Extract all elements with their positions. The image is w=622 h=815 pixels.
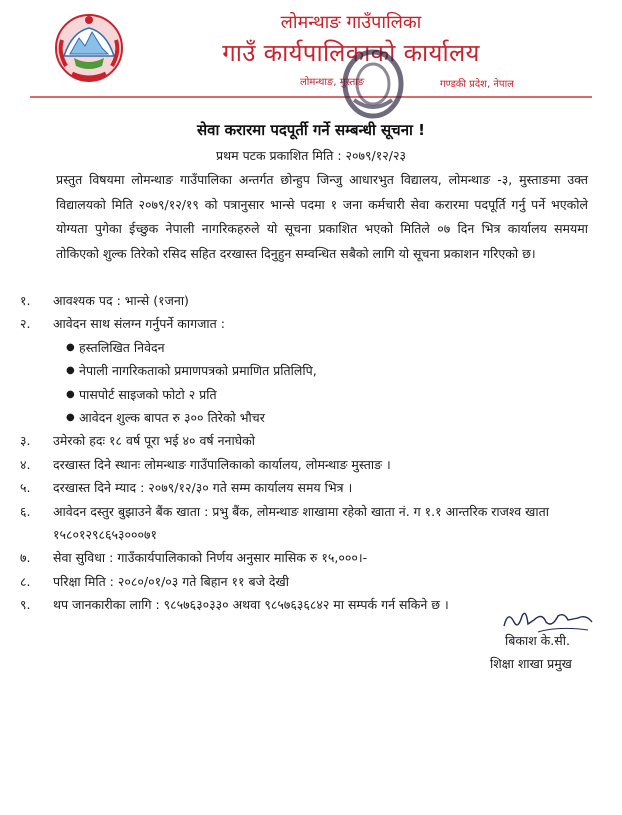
document-item bbox=[20, 359, 595, 382]
item-number: ५. bbox=[20, 480, 31, 496]
notice-body: प्रस्तुत विषयमा लोमन्थाङ गाउँपालिका अन्तर्गत छोन्हुप जिन्जु आधारभुत विद्यालय, लोमन्थाङ -३, मुस्ताङमा उक्त विद्यालयको मिति २०७९/१२/१९ को पत्रानुसार भान्से पदमा १ जना कर्मचारी सेवा करारमा पदपूर्ति गर्नु पर्ने भएकोले योग्यता पुगेका ईच्छुक नेपाली नागरिकहरुले यो सूचना प्रकाशित भएको मितिले ०७ दिन भित्र कार्यालय समयमा तोकिएको शुल्क तिरेको रसिद सहित दरखास्त दिनुहुन सम्वन्धित सबैको लागि यो सूचना प्रकाशन गरिएको छ। bbox=[56, 172, 588, 261]
list-item bbox=[20, 476, 595, 499]
letterhead-divider bbox=[30, 96, 592, 98]
item-number: ८. bbox=[20, 573, 31, 589]
document-text: आवेदन शुल्क बापत रु ३०० तिरेको भौचर bbox=[79, 409, 265, 425]
item-number: २. bbox=[20, 316, 31, 332]
item-text: सेवा सुविधा : गाउँकार्यपालिकाको निर्णय अनुसार मासिक रु १५,०००।- bbox=[53, 550, 368, 566]
list-item-continuation bbox=[20, 523, 595, 546]
item-text: दरखास्त दिने स्थानः लोमन्थाङ गाउँपालिकाको कार्यालय, लोमन्थाङ मुस्ताङ । bbox=[53, 456, 391, 472]
item-number: १. bbox=[20, 293, 31, 308]
item-number: ७. bbox=[20, 550, 31, 566]
list-item bbox=[20, 546, 595, 569]
bullet-icon: ● bbox=[66, 365, 75, 377]
item-text: परिक्षा मिति : २०८०/०१/०३ गते बिहान ११ बजे देखी bbox=[53, 573, 290, 589]
list-item bbox=[20, 289, 595, 312]
item-text: उमेरको हदः १८ वर्ष पूरा भई ४० वर्ष ननाघेको bbox=[53, 433, 255, 449]
province-name: गण्डकी प्रदेश, नेपाल bbox=[440, 79, 514, 90]
item-text: थप जानकारीका लागि : ९८५७६३०३३० अथवा ९८५७६३६८४२ मा सम्पर्क गर्न सकिने छ । bbox=[53, 597, 449, 613]
notice-title: सेवा करारमा पदपूर्ती गर्ने सम्बन्धी सूचना ! bbox=[196, 121, 425, 139]
office-name: गाउँ कार्यपालिकाको कार्यालय bbox=[222, 39, 480, 67]
item-number: ६. bbox=[20, 503, 31, 519]
item-number: ४. bbox=[20, 456, 31, 472]
requirements-list bbox=[20, 289, 595, 616]
item-text: दरखास्त दिने म्याद : २०७९/१२/३० गते सम्म कार्यालय समय भित्र । bbox=[53, 480, 353, 496]
bullet-icon: ● bbox=[66, 388, 75, 400]
municipality-name: लोमन्थाङ गाउँपालिका bbox=[280, 12, 422, 33]
document-item bbox=[20, 383, 595, 406]
list-item bbox=[20, 500, 595, 523]
item-text: आवेदन दस्तुर बुझाउने बैंक खाता : प्रभु बैंक, लोमन्थाङ शाखामा रहेको खाता नं. ग १.१ आन्तरिक राजश्व खाता bbox=[53, 503, 549, 519]
item-number: ३. bbox=[20, 433, 31, 449]
bullet-icon: ● bbox=[66, 341, 75, 353]
signatory-name: बिकाश के.सी. bbox=[505, 633, 570, 648]
document-item bbox=[20, 406, 595, 429]
bank-account-number: १५८०१२९८६५३०००७१ bbox=[53, 526, 158, 542]
document-text: नेपाली नागरिकताको प्रमाणपत्रको प्रमाणित प्रतिलिपि, bbox=[79, 363, 317, 379]
office-stamp-icon bbox=[340, 44, 406, 120]
list-item bbox=[20, 429, 595, 452]
publication-date: प्रथम पटक प्रकाशित मिति : २०७९/१२/२३ bbox=[216, 148, 406, 163]
bullet-icon: ● bbox=[66, 411, 75, 423]
list-item bbox=[20, 453, 595, 476]
item-text: आवश्यक पद : भान्से (१जना) bbox=[53, 293, 189, 308]
signatory-post: शिक्षा शाखा प्रमुख bbox=[490, 656, 572, 671]
document-item bbox=[20, 336, 595, 359]
document-text: पासपोर्ट साइजको फोटो २ प्रति bbox=[79, 386, 217, 402]
item-number: ९. bbox=[20, 597, 31, 613]
office-address: लोमन्थाङ, मुस्ताङ bbox=[300, 77, 365, 88]
item-text: आवेदन साथ संलग्न गर्नुपर्ने कागजात : bbox=[53, 316, 225, 332]
list-item bbox=[20, 570, 595, 593]
list-item bbox=[20, 312, 595, 335]
document-text: हस्तलिखित निवेदन bbox=[79, 339, 165, 355]
